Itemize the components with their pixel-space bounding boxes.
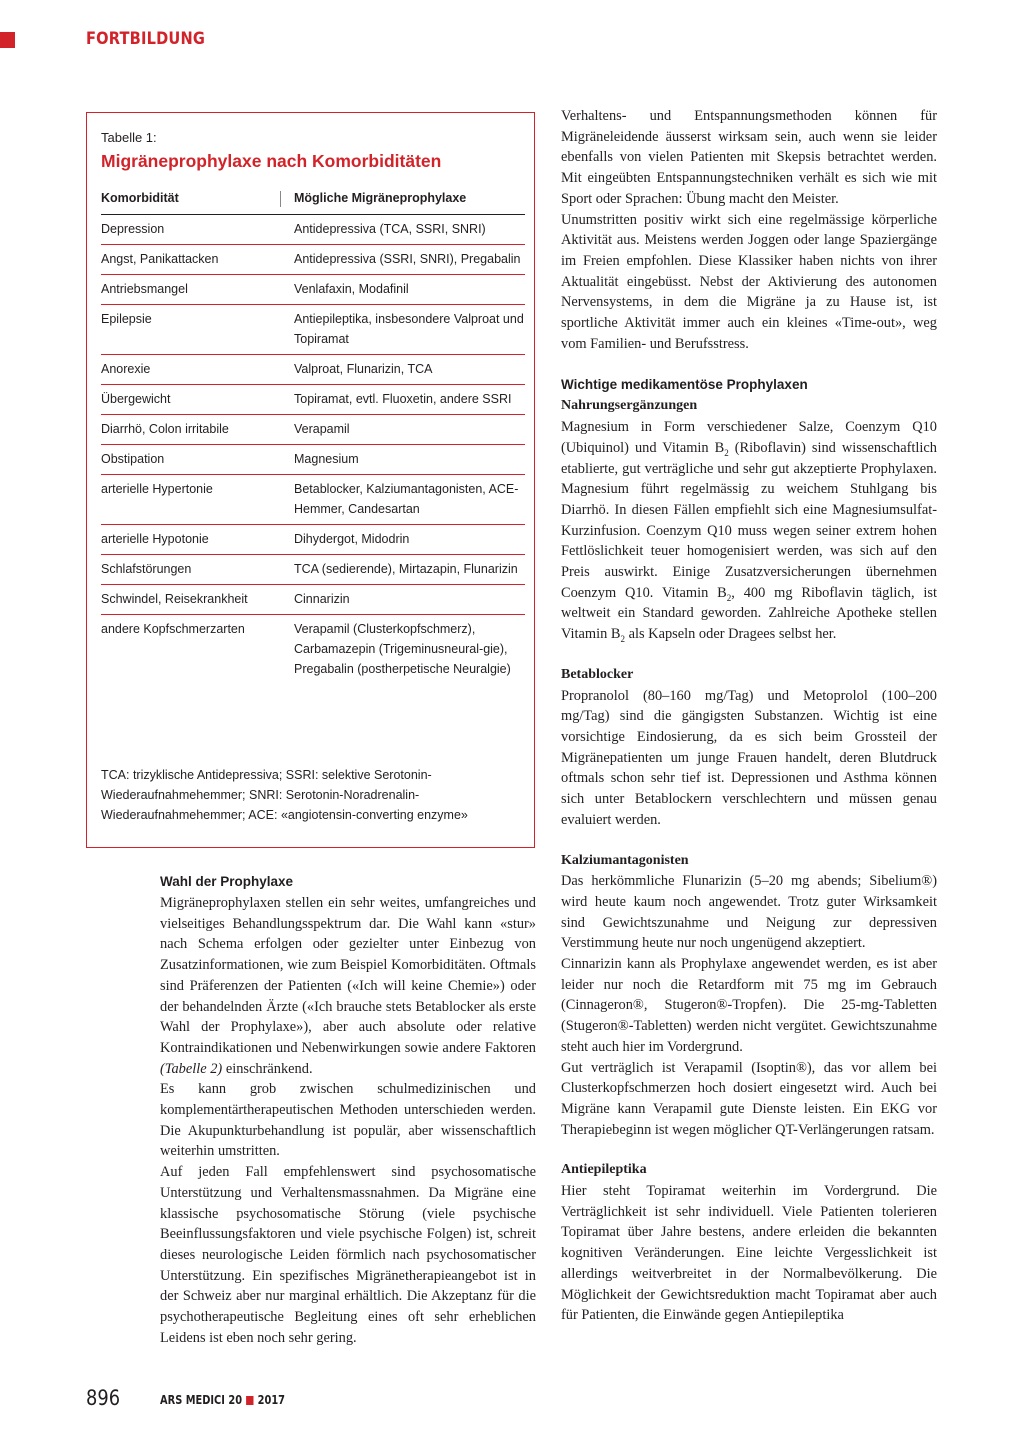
table-cell-comorbidity: Epilepsie [101,312,152,326]
paragraph: Es kann grob zwischen schulmedizinischen und komplementärtherapeutischen Methoden unterschieden werden. Die Akupunkturbehandlung ist populär, aber wissenschaftlich weiterhin umstritten. [160,1081,536,1160]
footer-marker [246,1396,253,1405]
table-cell-prophylaxis: Verapamil [294,422,350,436]
table-cell-comorbidity: arterielle Hypotonie [101,532,209,546]
table-cell-comorbidity: Schlafstörungen [101,562,192,576]
paragraph: Cinnarizin kann als Prophylaxe angewendet werden, es ist aber leider nur noch die Retardform mit 75 mg im Gebrauch (Cinnageron®, Stugeron®-Tropfen). Die 25-mg-Tabletten (Stugeron®-Tabletten) werden nicht vergütet. Gewichtszunahme steht auch hier im Vordergrund. [561,956,937,1055]
table-header-divider [280,191,281,207]
page-number: 896 [86,1386,121,1410]
table-cell-prophylaxis: Venlafaxin, Modafinil [294,282,409,296]
subheading-betablocker: Betablocker [561,666,634,682]
table-cell-prophylaxis: Magnesium [294,452,359,466]
paragraph: Auf jeden Fall empfehlenswert sind psychosomatische Unterstützung und Verhaltensmassnahmen. Da Migräne eine klassische psychosomatische Störung (viele psychische Beeinflussungsfaktoren und viele psychische Folgen) ist, schreit dieses neurologische Leiden förmlich nach psychosomatischer Unterstützung. Ein spezifisches Migränetherapieangebot ist in der Schweiz aber nur marginal erhältlich. Die Akzeptanz für die psychotherapeutische Begleitung eines oft sehr erheblichen Leidens ist eben noch sehr gering. [160,1164,536,1346]
table-cell-comorbidity: Angst, Panikattacken [101,252,219,266]
heading-wahl-der-prophylaxe: Wahl der Prophylaxe [160,874,294,889]
table-cell-comorbidity: andere Kopfschmerzarten [101,622,245,636]
table-cell-prophylaxis: Antidepressiva (SSRI, SNRI), Pregabalin [294,252,521,266]
journal-year: 2017 [257,1393,286,1407]
paragraph: Verhaltens- und Entspannungsmethoden können für Migräneleidende äusserst wirksam sein, auch wenn sie leider ebenfalls von vielen Patienten mit Skepsis betrachtet werden. Mit eingeübten Entspannungstechniken verhält es sich wie mit Sport oder Sprachen: Übung macht den Meister. [561,108,937,207]
section-title: FORTBILDUNG [86,29,206,49]
table-label: Tabelle 1: [101,130,157,145]
right-text-column [561,106,937,1326]
table-row [101,584,525,614]
table-cell-prophylaxis: Topiramat, evtl. Fluoxetin, andere SSRI [294,392,512,406]
paragraph: Gut verträglich ist Verapamil (Isoptin®), das vor allem bei Clusterkopfschmerzen hoch dosiert eingesetzt wird. Auch bei Migräne kann Verapamil gute Dienste leisten. Ein EKG vor Therapiebeginn ist wegen möglicher QT-Verlängerungen ratsam. [561,1059,937,1138]
table-row [101,444,525,474]
subscript: 2 [726,592,732,603]
table-cell-comorbidity: Obstipation [101,452,165,466]
table-row [101,304,525,354]
table-cell-prophylaxis: Valproat, Flunarizin, TCA [294,362,433,376]
journal-footer [160,1393,285,1407]
paragraph-text: als Kapseln oder Dragees selbst her. [625,626,837,643]
table-header-comorbidity: Komorbidität [101,191,179,205]
paragraph-text: , 400 mg Riboflavin täglich, ist weltweit ein Standard geworden. Zahlreiche Apotheke stellen Vitamin B [561,584,938,643]
table-cell-prophylaxis: Betablocker, Kalziumantagonisten, ACE-Hemmer, Candesartan [294,482,519,516]
paragraph [561,417,937,645]
table-row [101,384,525,414]
paragraph: Unumstritten positiv wirkt sich eine regelmässige körperliche Aktivität aus. Meistens werden Joggen oder lange Spaziergänge im Freien empfohlen. Diese Klassiker haben nichts von ihrer Aktualität eingebüsst. Nebst der Aktivierung des autonomen Nervensystems, in dem die Migräne ja zu Hause ist, ist sportliche Aktivität immer auch ein kleines «Time-out», weg vom Familien- und Berufsstress. [561,211,937,352]
table-cell-comorbidity: Antriebsmangel [101,282,188,296]
table-cell-prophylaxis: Dihydergot, Midodrin [294,532,410,546]
table-cell-prophylaxis: Cinnarizin [294,592,350,606]
paragraph-text: Magnesium in Form verschiedener Salze, Coenzym Q10 (Ubiquinol) und Vitamin B [561,419,937,456]
paragraph: Hier steht Topiramat weiterhin im Vordergrund. Die Verträglichkeit ist sehr individuell. Viele Patienten tolerieren Topiramat über Jahre bestens, andere erleiden die bekannten kognitiven Veränderungen. Eine leichte Vergesslichkeit ist allerdings weitverbreitet in der Normalbevölkerung. Die Möglichkeit der Gewichtsreduktion macht Topiramat aber auch für Patienten, die Einwände gegen Antiepileptika [561,1183,937,1324]
subheading-nahrungsergaenzungen: Nahrungsergänzungen [561,398,698,414]
table-row [101,474,525,524]
paragraph [160,893,536,1079]
journal-name: ARS MEDICI 20 [160,1393,243,1407]
table-cell-comorbidity: Übergewicht [101,392,171,406]
table-row [101,554,525,584]
table-cell-prophylaxis: Antidepressiva (TCA, SSRI, SNRI) [294,222,486,236]
table-title: Migräneprophylaxe nach Komorbiditäten [101,151,442,171]
table-row [101,524,525,554]
table-cell-comorbidity: Diarrhö, Colon irritabile [101,422,229,436]
table-cell-comorbidity: Anorexie [101,362,151,376]
paragraph-text: einschränkend. [222,1060,313,1077]
table-header-prophylaxis: Mögliche Migräneprophylaxe [294,191,467,205]
table-row [101,414,525,444]
table-footnote: TCA: trizyklische Antidepressiva; SSRI: selektive Serotonin-Wiederaufnahmehemmer; SNRI: Serotonin-Noradrenalin-Wiederaufnahmehemmer; ACE: «angiotensin-converting enzyme» [101,768,468,822]
subheading-antiepileptika: Antiepileptika [561,1162,647,1178]
table-row [101,274,525,304]
table-row [101,354,525,384]
table-row [101,214,525,244]
table-cell-prophylaxis: Verapamil (Clusterkopfschmerz), Carbamazepin (Trigeminusneural-gie), Pregabalin (postherpetische Neuralgie) [294,622,511,676]
subscript: 2 [724,447,729,458]
table-cell-comorbidity: arterielle Hypertonie [101,482,213,496]
table-row [101,244,525,274]
paragraph-text: Migräneprophylaxen stellen ein sehr weites, umfangreiches und vielseitiges Behandlungsspektrum dar. Die Wahl kann «stur» nach Schema erfolgen oder gezielter unter Einbezug von Zusatzinformationen, wie zum Beispiel Komorbiditäten. Oftmals sind Präferenzen der Patienten («Ich will keine Chemie») oder der behandelnden Ärzte («Ich brauche stets Betablocker als erste Wahl der Prophylaxe»), aber auch absolute oder relative Kontraindikationen und Nebenwirkungen sowie andere Faktoren [160,895,536,1056]
paragraph: Das herkömmliche Flunarizin (5–20 mg abends; Sibelium®) wird heute kaum noch angewendet. Trotz guter Wirksamkeit sind Gewichtszunahme und Neigung zur depressiven Verstimmung heute nur noch ungenügend akzeptiert. [561,873,937,952]
section-marker [0,32,15,48]
left-text-column [160,871,536,1348]
table-reference: (Tabelle 2) [160,1060,223,1077]
table-cell-prophylaxis: TCA (sedierende), Mirtazapin, Flunarizin [294,562,518,576]
table-row [101,614,525,684]
table-body [101,214,525,684]
table-cell-comorbidity: Depression [101,222,165,236]
table-cell-comorbidity: Schwindel, Reisekrankheit [101,592,248,606]
table-cell-prophylaxis: Antiepileptika, insbesondere Valproat und Topiramat [294,312,524,346]
paragraph: Propranolol (80–160 mg/Tag) und Metoprolol (100–200 mg/Tag) sind die gängigsten Substanzen. Wichtig ist eine vorsichtige Eindosierung, da es sich beim Grossteil der Migränepatienten um junge Frauen handelt, deren Blutdruck oftmals schon sehr tief ist. Depressionen und Asthma können sich unter Betablockern verschlechtern und müssen genau evaluiert werden. [561,687,937,828]
paragraph-text: (Riboflavin) sind wissenschaftlich etablierte, gut verträgliche und sehr gut akzeptierte Prophylaxen. Magnesium führt regelmässig zu weichem Stuhlgang bis Diarrhö. In diesen Fällen empfiehlt sich eine Magnesiumsulfat-Kurzinfusion. Coenzym Q10 muss wegen seiner extrem hohen Fettlöslichkeit teuer homogenisiert werden, was sich auf den Preis auswirkt. Einige Zusatzversicherungen übernehmen Coenzym Q10. Vitamin B [561,439,937,601]
heading-medikamentoese-prophylaxen: Wichtige medikamentöse Prophylaxen [561,377,808,393]
subscript: 2 [620,634,625,645]
subheading-kalziumantagonisten: Kalziumantagonisten [561,852,689,868]
